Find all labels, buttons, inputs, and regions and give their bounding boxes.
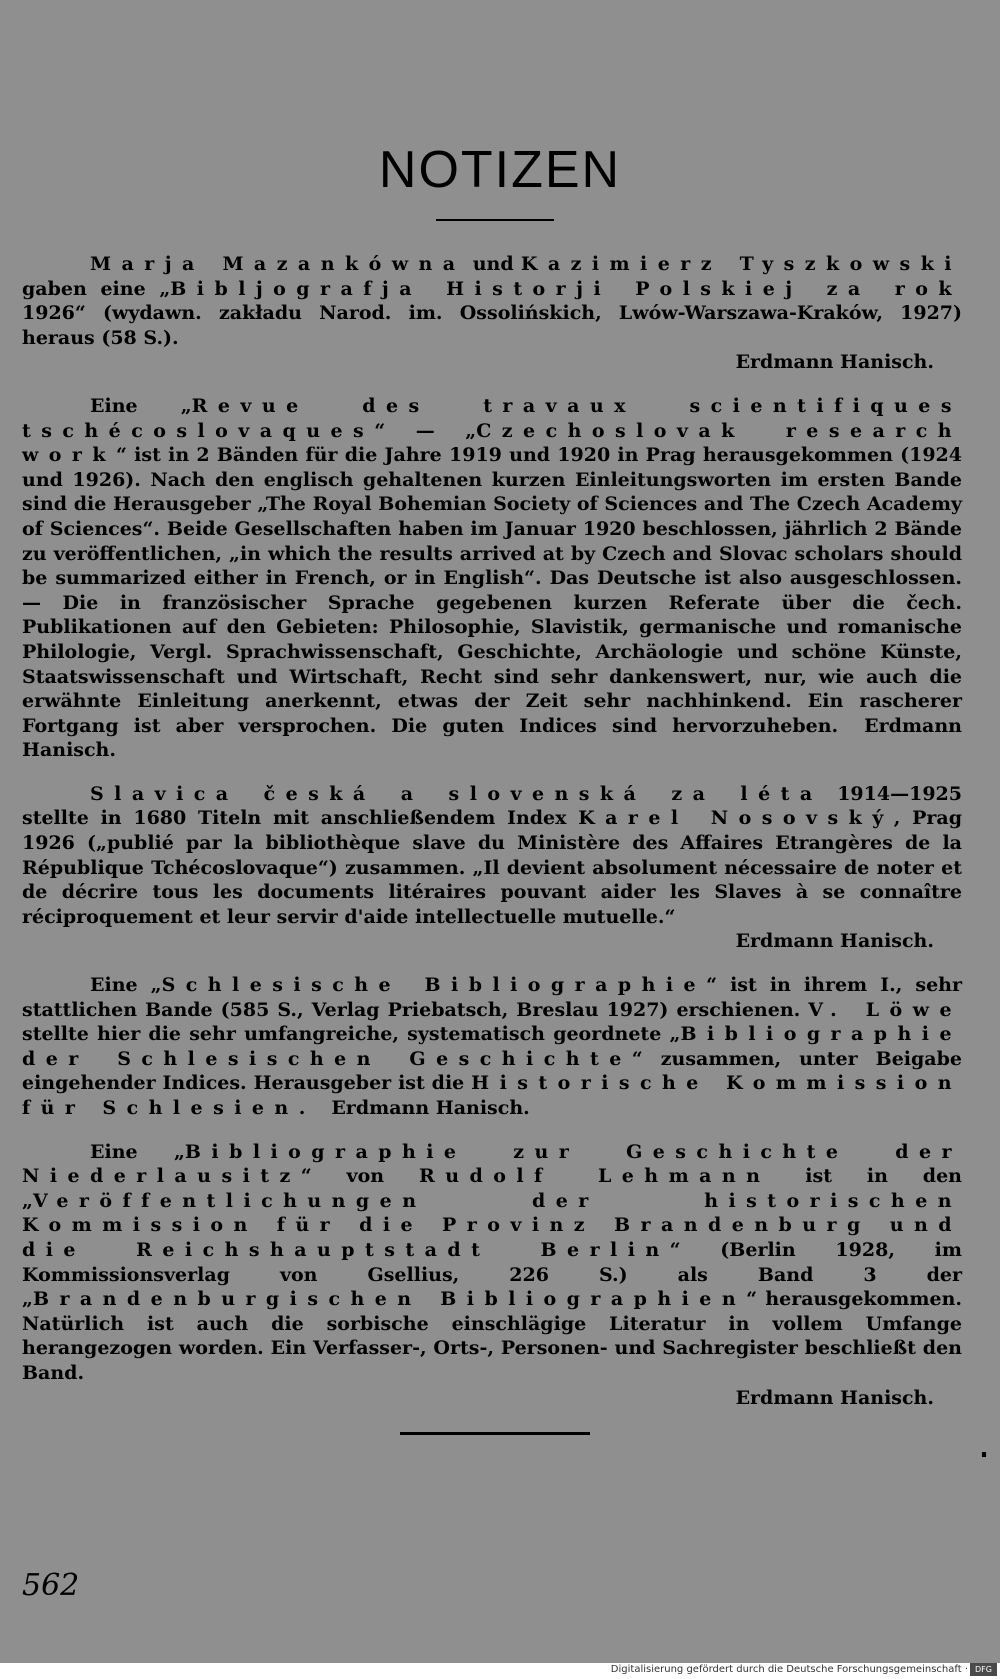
text-run: “ — „ bbox=[374, 419, 477, 442]
notice-author: Erdmann Hanisch. bbox=[735, 930, 934, 953]
text-run: Eine „ bbox=[90, 394, 192, 417]
text-run: stellte hier die sehr umfangreiche, systematisch geordnete „ bbox=[22, 1023, 681, 1046]
text-run: gaben eine „ bbox=[22, 277, 171, 300]
page-title: NOTIZEN bbox=[378, 141, 622, 199]
spaced-title: Brandenburgischen Bibliographien bbox=[32, 1288, 747, 1311]
notice-text bbox=[22, 252, 962, 350]
spaced-title: Veröffentlichungen der historischen Kommission für die Provinz Brandenburg und die Reichshauptstadt Berlin bbox=[22, 1189, 962, 1261]
closing-rule bbox=[400, 1432, 590, 1435]
notice-author: Erdmann Hanisch. bbox=[22, 714, 962, 762]
notice bbox=[22, 252, 962, 375]
text-run: und bbox=[465, 253, 521, 275]
notice-author: Erdmann Hanisch. bbox=[735, 1386, 934, 1409]
text-run: Eine „ bbox=[90, 974, 162, 997]
text-run: “ von bbox=[300, 1165, 419, 1188]
title-rule bbox=[436, 219, 554, 221]
notice bbox=[22, 1140, 962, 1411]
text-run: . bbox=[298, 1097, 306, 1119]
notice bbox=[22, 973, 962, 1121]
spaced-title: Kazimierz Tyszkowski bbox=[520, 253, 962, 275]
text-run: Eine „ bbox=[90, 1140, 185, 1163]
text-run: “ ist in 2 Bänden für die Jahre 1919 und 1920 in Prag herausgekommen (1924 und 1926). Nach den englisch gehaltenen kurzen Einleitungsworten im ersten Bande sind die Herausgeber „The Royal Bohemian Society of Sciences and The Czech Academy of Sciences“. Beide Gesellschaften haben im Januar 1920 beschlossen, jährlich 2 Bände zu veröffentlichen, „in which the results arrived at by Czech and Slovac scholars should be summarized either in French, or in English“. Das Deutsche ist also ausgeschlossen. — Die in französischer Sprache gegebenen kurzen Referate über die čech. Publikationen auf den Gebieten: Philosophie, Slavistik, germanische und romanische Philologie, Vergl. Sprachwissenschaft, Geschichte, Archäologie und schöne Künste, Staatswissenschaft und Wirtschaft, Recht sind sehr dankenswert, nur, wie auch die erwähnte Einleitung anerkennt, etwas der Zeit sehr nachhinkend. Ein rascherer Fortgang ist aber versprochen. Die guten Indices sind hervorzuheben. bbox=[22, 444, 962, 737]
spaced-title: Schlesische Bibliographie bbox=[161, 974, 707, 997]
text-run: “ herausgekommen. Natürlich ist auch die sorbische einschlägige Literatur in vollem Umfange herangezogen worden. Ein Verfasser-, Orts-, Personen- und Sachregister beschließt den Band. bbox=[22, 1288, 962, 1384]
spaced-title: Marja Mazankówna bbox=[90, 253, 466, 275]
margin-mark bbox=[982, 1452, 986, 1457]
text-run: “ ist in ihrem I., sehr stattlichen Bande (585 S., Verlag Priebatsch, Breslau 1927) erschienen. bbox=[22, 974, 962, 1021]
spaced-title: V. Löwe bbox=[808, 998, 962, 1021]
spaced-title: Historische Kommission für Schlesien bbox=[22, 1072, 962, 1119]
page-number: 562 bbox=[22, 1568, 80, 1603]
notice-text bbox=[22, 782, 962, 930]
text-run: ist in den „ bbox=[22, 1165, 962, 1212]
notice-text bbox=[22, 394, 962, 763]
spaced-title: Slavica česká a slovenská za léta bbox=[90, 782, 823, 805]
spaced-title: Bibliographie zur Geschichte der Niederlausitz bbox=[22, 1140, 962, 1188]
notice bbox=[22, 394, 962, 763]
digitization-credit: Digitalisierung gefördert durch die Deutsche Forschungsgemeinschaft · bbox=[610, 1664, 968, 1675]
notice-author: Erdmann Hanisch. bbox=[735, 351, 934, 374]
notice bbox=[22, 782, 962, 954]
spaced-title: Rudolf Lehmann bbox=[418, 1165, 771, 1188]
text-run: 1926“ (wydawn. zakładu Narod. im. Ossolińskich, Lwów-Warszawa-Kraków, 1927) heraus (58 S.). bbox=[22, 302, 962, 349]
notice-text bbox=[22, 973, 962, 1121]
notices-column bbox=[22, 252, 962, 1429]
spaced-title: Revue des travaux scientifiques tschécoslovaques bbox=[22, 394, 962, 442]
spaced-title: Bibliographie der Schlesischen Geschichte bbox=[22, 1023, 962, 1070]
notice-text bbox=[22, 1140, 962, 1386]
text-run: “ zusammen, unter Beigabe eingehender Indices. Herausgeber ist die bbox=[22, 1047, 962, 1095]
text-run: 1914—1925 stellte in 1680 Titeln mit anschließendem Index bbox=[22, 782, 962, 830]
dfg-logo: DFG bbox=[970, 1663, 997, 1676]
text-run: , Prag 1926 („publié par la bibliothèque slave du Ministère des Affaires Etrangères de la République Tchécoslovaque“) zusammen. „Il devient absolument nécessaire de noter et de décrire tous les documents litéraires pouvant aider les Slaves à se connaître réciproquement et leur servir d'aide intellectuelle mutuelle.“ bbox=[22, 807, 962, 928]
notice-author: Erdmann Hanisch. bbox=[331, 1097, 530, 1119]
spaced-title: Karel Nosovský bbox=[578, 807, 894, 830]
spaced-title: Bibljografja Historji Polskiej za rok bbox=[170, 277, 962, 300]
spaced-title: Czechoslovak research work bbox=[22, 419, 963, 467]
text-run: “ (Berlin 1928, im Kommissionsverlag von Gsellius, 226 S.) als Band 3 der „ bbox=[22, 1238, 962, 1311]
